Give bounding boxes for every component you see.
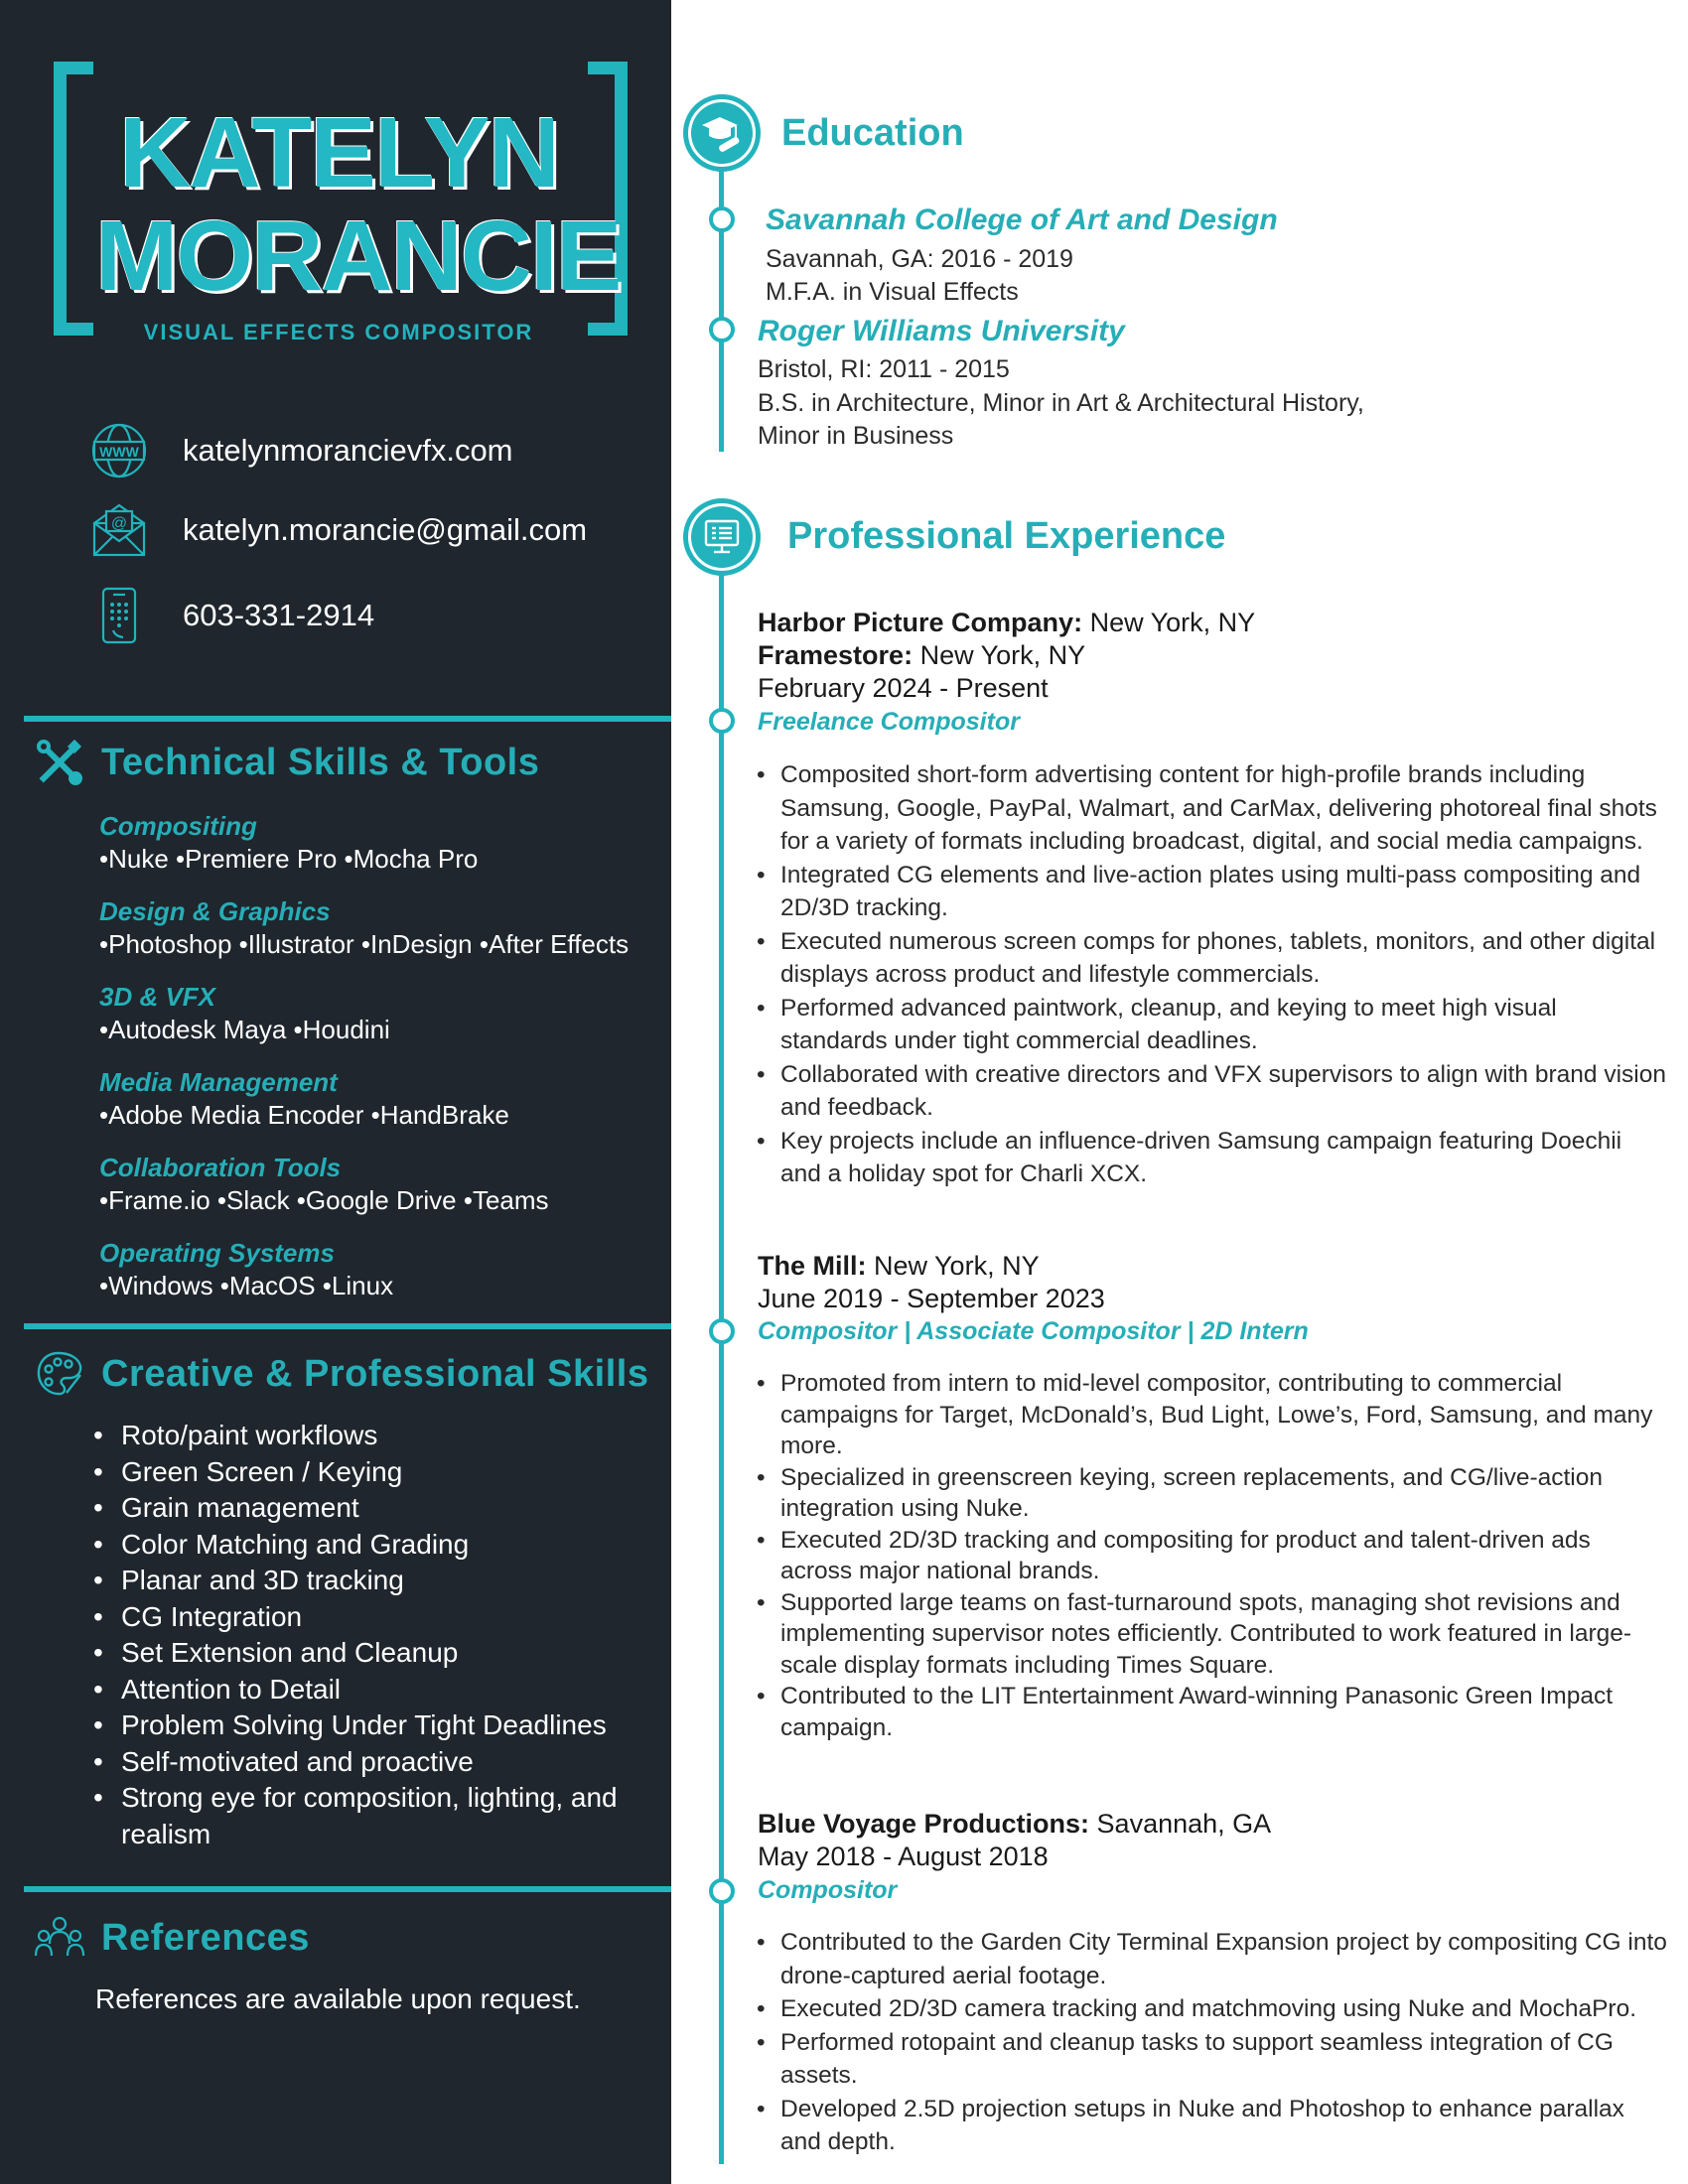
job-employer bbox=[758, 607, 1255, 639]
list-item: • Key projects include an influence-driven Samsung campaign featuring Doechii and a holiday spot for Charli XCX. bbox=[755, 1125, 1668, 1191]
timeline-dot bbox=[709, 1318, 735, 1344]
last-name: MORANCIE bbox=[95, 201, 621, 312]
technical-skills-header bbox=[30, 733, 539, 792]
school-detail: Savannah, GA: 2016 - 2019 bbox=[766, 245, 1073, 273]
list-item: • Specialized in greenscreen keying, screen replacements, and CG/live-action integration using Nuke. bbox=[755, 1462, 1668, 1525]
skill-group bbox=[99, 895, 629, 961]
company-location: Savannah, GA bbox=[1089, 1809, 1272, 1839]
job-dates: May 2018 - August 2018 bbox=[758, 1842, 1049, 1871]
monitor-icon bbox=[691, 506, 753, 568]
school-detail: Bristol, RI: 2011 - 2015 bbox=[758, 355, 1010, 383]
contact-website[interactable] bbox=[89, 421, 513, 480]
job-employer bbox=[758, 1250, 1040, 1283]
company-name: Blue Voyage Productions: bbox=[758, 1809, 1090, 1839]
list-item: • Executed 2D/3D tracking and compositing for product and talent-driven ads across major national brands. bbox=[755, 1525, 1668, 1587]
job-employer bbox=[758, 1808, 1271, 1841]
job-role: Compositor bbox=[758, 1876, 898, 1904]
graduation-cap-icon bbox=[691, 102, 753, 164]
email-text[interactable]: katelyn.morancie@gmail.com bbox=[183, 512, 588, 547]
skill-items: •Frame.io •Slack •Google Drive •Teams bbox=[99, 1185, 549, 1215]
creative-skills-header bbox=[30, 1344, 648, 1404]
skill-category: 3D & VFX bbox=[99, 982, 216, 1012]
palette-icon bbox=[30, 1344, 89, 1404]
school-name: Roger Williams University bbox=[758, 315, 1125, 347]
skill-category: Operating Systems bbox=[99, 1238, 335, 1268]
school-detail: Minor in Business bbox=[758, 422, 954, 450]
list-item: • Performed rotopaint and cleanup tasks to support seamless integration of CG assets. bbox=[755, 2026, 1668, 2093]
company-location: New York, NY bbox=[913, 640, 1086, 670]
divider bbox=[24, 1886, 671, 1892]
creative-skills-title: Creative & Professional Skills bbox=[101, 1352, 649, 1395]
list-item: • Attention to Detail bbox=[89, 1672, 645, 1708]
list-item: • Developed 2.5D projection setups in Nuke and Photoshop to enhance parallax and depth. bbox=[755, 2093, 1668, 2159]
job-employer bbox=[758, 639, 1085, 672]
technical-skills-title: Technical Skills & Tools bbox=[101, 741, 540, 783]
list-item: • Color Matching and Grading bbox=[89, 1527, 645, 1564]
divider bbox=[24, 1323, 671, 1329]
experience-title: Professional Experience bbox=[787, 515, 1226, 557]
list-item: • Strong eye for composition, lighting, and realism bbox=[89, 1780, 645, 1852]
contact-phone[interactable] bbox=[89, 586, 374, 645]
skill-group bbox=[99, 1152, 549, 1217]
job-bullets bbox=[755, 1926, 1668, 2159]
creative-skills-list bbox=[89, 1418, 645, 1852]
timeline-line bbox=[719, 129, 724, 452]
globe-icon bbox=[89, 421, 149, 480]
job-role: Compositor | Associate Compositor | 2D Intern bbox=[758, 1317, 1309, 1345]
company-location: New York, NY bbox=[866, 1251, 1040, 1281]
list-item: • Grain management bbox=[89, 1490, 645, 1527]
tools-icon bbox=[30, 733, 89, 792]
sidebar bbox=[0, 0, 671, 2184]
website-text[interactable]: katelynmorancievfx.com bbox=[183, 433, 513, 468]
company-name: The Mill: bbox=[758, 1251, 867, 1281]
list-item: • Roto/paint workflows bbox=[89, 1418, 645, 1454]
list-item: • Performed advanced paintwork, cleanup, and keying to meet high visual standards under tight commercial deadlines. bbox=[755, 992, 1668, 1058]
list-item: • Set Extension and Cleanup bbox=[89, 1635, 645, 1672]
skill-items: •Adobe Media Encoder •HandBrake bbox=[99, 1100, 509, 1130]
timeline-dot bbox=[709, 708, 735, 734]
skill-group bbox=[99, 981, 390, 1046]
list-item: • Composited short-form advertising content for high-profile brands including Samsung, Google, PayPal, Walmart, and CarMax, delivering photoreal final shots for a variety of formats including broadcast, digital, and social media campaigns. bbox=[755, 758, 1668, 859]
list-item: • Contributed to the LIT Entertainment Award-winning Panasonic Green Impact campaign. bbox=[755, 1681, 1668, 1743]
school-detail: M.F.A. in Visual Effects bbox=[766, 278, 1019, 306]
name-bracket-left bbox=[54, 62, 93, 336]
references-text: References are available upon request. bbox=[95, 1983, 581, 2014]
phone-icon bbox=[89, 586, 149, 645]
skill-items: •Photoshop •Illustrator •InDesign •After Effects bbox=[99, 929, 630, 959]
list-item: • Self-motivated and proactive bbox=[89, 1744, 645, 1781]
job-role: Freelance Compositor bbox=[758, 708, 1020, 736]
school-name: Savannah College of Art and Design bbox=[766, 204, 1278, 236]
job-bullets bbox=[755, 1368, 1668, 1743]
skill-items: •Windows •MacOS •Linux bbox=[99, 1271, 394, 1300]
skill-category: Compositing bbox=[99, 811, 257, 841]
svg-text:@: @ bbox=[110, 515, 128, 532]
skill-category: Collaboration Tools bbox=[99, 1153, 342, 1182]
skill-items: •Nuke •Premiere Pro •Mocha Pro bbox=[99, 844, 479, 874]
education-title: Education bbox=[781, 112, 964, 154]
phone-text[interactable]: 603-331-2914 bbox=[183, 598, 375, 632]
divider bbox=[24, 716, 671, 722]
list-item: • Planar and 3D tracking bbox=[89, 1563, 645, 1599]
svg-text:WWW: WWW bbox=[99, 444, 139, 460]
job-title: VISUAL EFFECTS COMPOSITOR bbox=[143, 320, 534, 344]
job-bullets bbox=[755, 758, 1668, 1191]
people-icon bbox=[30, 1908, 89, 1968]
company-name: Harbor Picture Company: bbox=[758, 608, 1083, 637]
references-header bbox=[30, 1908, 310, 1968]
job-dates: June 2019 - September 2023 bbox=[758, 1284, 1105, 1313]
timeline-line bbox=[719, 556, 724, 2164]
skill-category: Media Management bbox=[99, 1067, 338, 1097]
list-item: • Collaborated with creative directors and VFX supervisors to align with brand vision and feedback. bbox=[755, 1058, 1668, 1125]
list-item: • Green Screen / Keying bbox=[89, 1454, 645, 1491]
skill-items: •Autodesk Maya •Houdini bbox=[99, 1015, 390, 1044]
list-item: • Integrated CG elements and live-action plates using multi-pass compositing and 2D/3D tracking. bbox=[755, 859, 1668, 925]
list-item: • Supported large teams on fast-turnaround spots, managing shot revisions and implementing supervisor notes efficiently. Contributed to work featured in large-scale display formats including Times Square. bbox=[755, 1587, 1668, 1682]
education-circle bbox=[683, 94, 761, 172]
list-item: • Promoted from intern to mid-level compositor, contributing to commercial campaigns for Target, McDonald’s, Bud Light, Lowe’s, Ford, Samsung, and many more. bbox=[755, 1368, 1668, 1462]
timeline-dot bbox=[709, 206, 735, 232]
contact-email[interactable] bbox=[89, 500, 587, 560]
list-item: • CG Integration bbox=[89, 1599, 645, 1636]
company-name: Framestore: bbox=[758, 640, 914, 670]
first-name: KATELYN bbox=[119, 97, 558, 208]
skill-group bbox=[99, 1066, 509, 1132]
references-title: References bbox=[101, 1916, 310, 1959]
list-item: • Problem Solving Under Tight Deadlines bbox=[89, 1707, 645, 1744]
school-detail: B.S. in Architecture, Minor in Art & Architectural History, bbox=[758, 389, 1364, 417]
timeline-dot bbox=[709, 317, 735, 342]
job-dates: February 2024 - Present bbox=[758, 673, 1049, 703]
company-location: New York, NY bbox=[1082, 608, 1256, 637]
skill-group bbox=[99, 810, 478, 876]
timeline-dot bbox=[709, 1878, 735, 1904]
skill-group bbox=[99, 1237, 393, 1302]
list-item: • Contributed to the Garden City Terminal Expansion project by compositing CG into drone-captured aerial footage. bbox=[755, 1926, 1668, 1992]
envelope-icon bbox=[89, 500, 149, 560]
list-item: • Executed 2D/3D camera tracking and matchmoving using Nuke and MochaPro. bbox=[755, 1992, 1668, 2026]
list-item: • Executed numerous screen comps for phones, tablets, monitors, and other digital displays across product and lifestyle commercials. bbox=[755, 925, 1668, 992]
skill-category: Design & Graphics bbox=[99, 896, 331, 926]
experience-circle bbox=[683, 498, 761, 576]
